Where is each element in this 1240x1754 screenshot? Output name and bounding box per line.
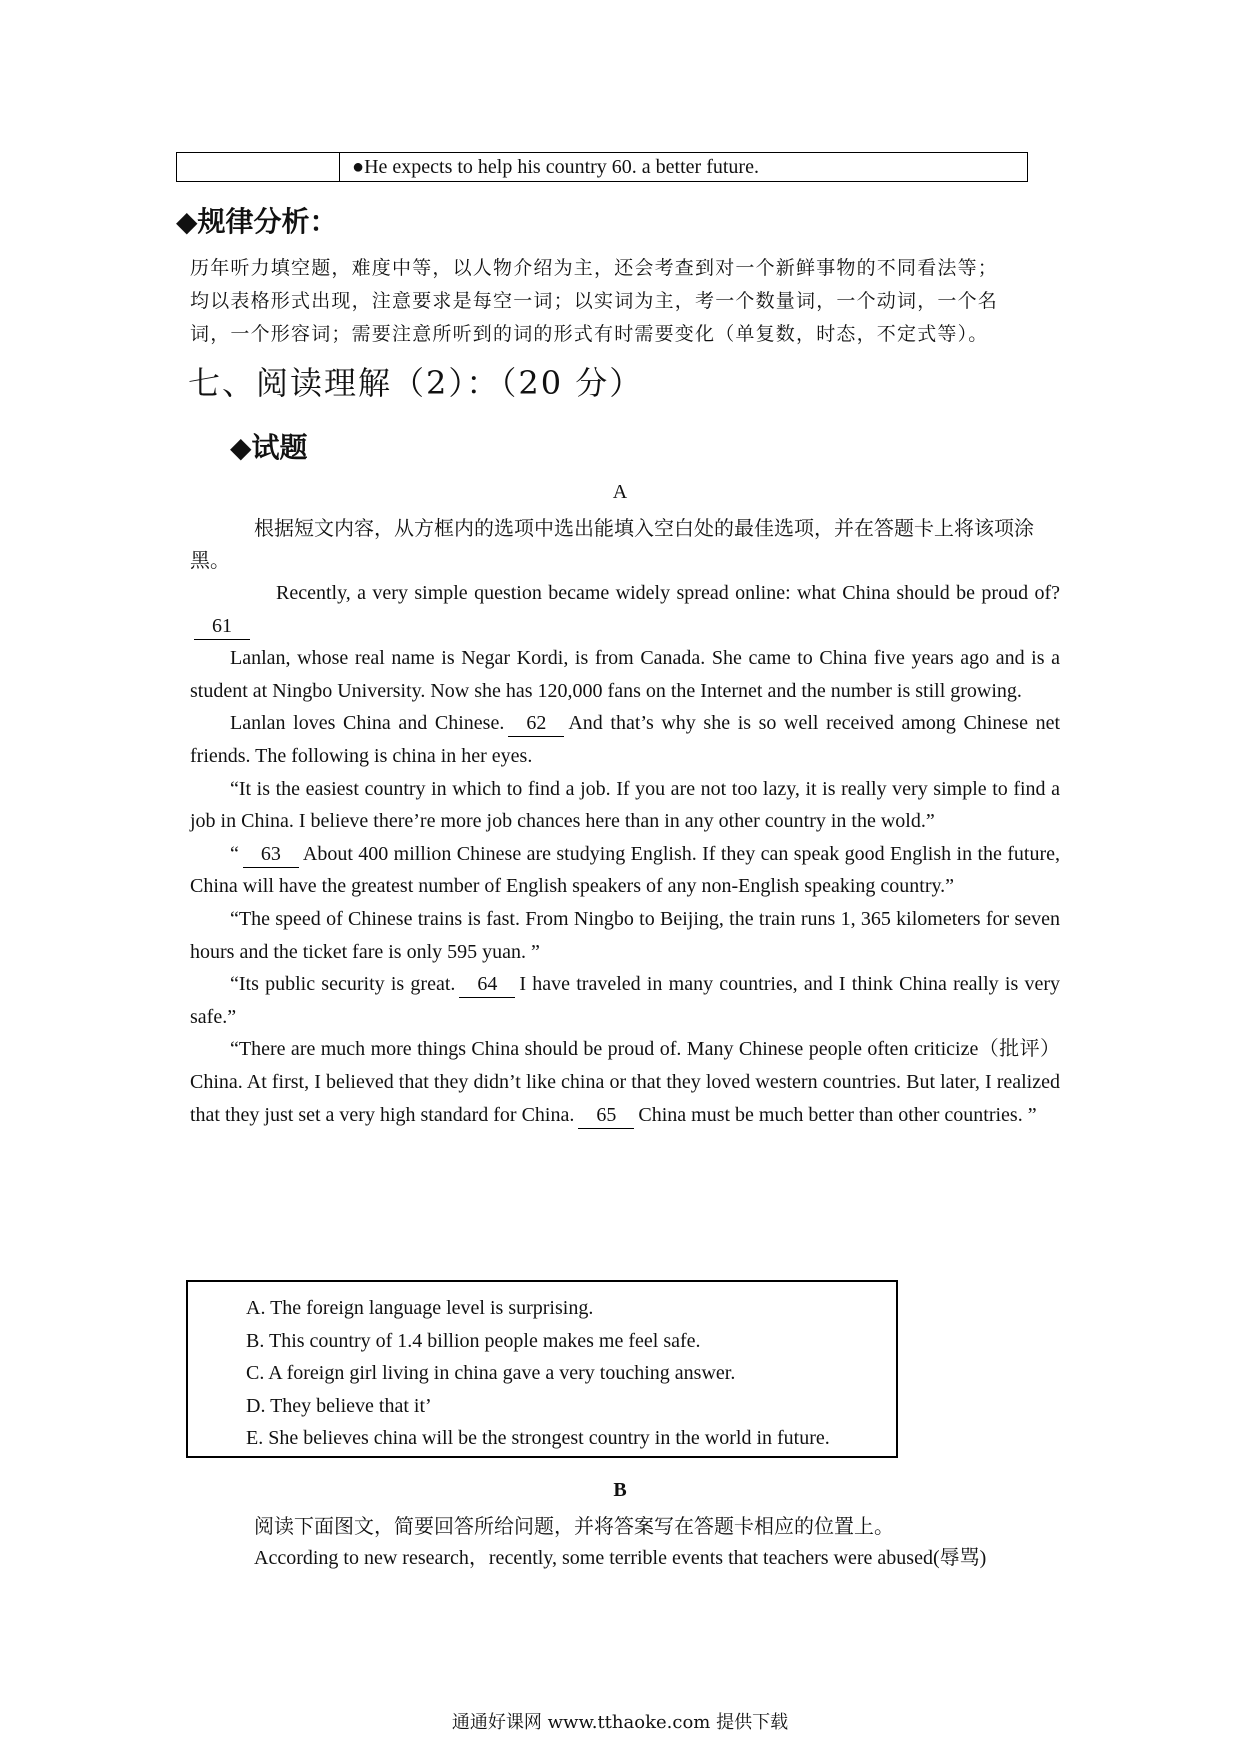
paragraph-text: About 400 million Chinese are studying English. If they can speak good English in the future, China will have the greatest number of English speakers of any non-English speaking country.”	[190, 842, 1060, 898]
paragraph	[190, 968, 1060, 1033]
paragraph-text: I have traveled in many countries, and I think China really is very safe.”	[190, 973, 1060, 1028]
listening-table-row	[176, 152, 1028, 182]
reading-passage-a	[190, 577, 1060, 1131]
part-b-instruction: 阅读下面图文，简要回答所给问题，并将答案写在答题卡相应的位置上。	[254, 1514, 894, 1538]
paragraph: “It is the easiest country in which to find a job. If you are not too lazy, it is really very simple to find a job in China. I believe there’re more job chances here than in any other country in the wold.”	[190, 777, 1060, 833]
blank-64: 64	[459, 971, 515, 998]
paragraph	[190, 838, 1060, 903]
paragraph: “The speed of Chinese trains is fast. From Ningbo to Beijing, the train runs 1, 365 kilometers for seven hours and the ticket fare is only 595 yuan. ”	[190, 907, 1060, 963]
part-a-label: A	[612, 481, 628, 503]
option-a: A. The foreign language level is surprising.	[246, 1297, 594, 1319]
instruction-text: 根据短文内容，从方框内的选项中选出能填入空白处的最佳选项，并在答题卡上将该项涂黑。	[190, 516, 1034, 572]
blank-62: 62	[508, 710, 564, 737]
blank-61: 61	[194, 613, 250, 640]
pattern-analysis-title: ◆规律分析：	[176, 205, 338, 238]
option-e: E. She believes china will be the strongest country in the world in future.	[246, 1427, 830, 1449]
reading-passage-b: According to new research，recently, some terrible events that teachers were abused(辱骂)	[254, 1547, 987, 1569]
table-right-cell: ●He expects to help his country 60. a better future.	[352, 156, 759, 178]
paragraph-text: Recently, a very simple question became widely spread online: what China should be proud of?	[276, 582, 1060, 604]
paragraph	[190, 707, 1060, 772]
option-d: D. They believe that it’	[246, 1394, 432, 1417]
test-title: ◆试题	[230, 431, 308, 464]
paragraph-text: “	[230, 842, 239, 865]
pattern-analysis-body	[190, 252, 1060, 351]
part-b-label: B	[613, 1479, 627, 1501]
option-c: C. A foreign girl living in china gave a very touching answer.	[246, 1362, 736, 1384]
options-box	[186, 1280, 898, 1458]
blank-65: 65	[578, 1102, 634, 1129]
pattern-line: 历年听力填空题，难度中等，以人物介绍为主，还会考查到对一个新鲜事物的不同看法等；	[190, 257, 999, 279]
option-b: B. This country of 1.4 billion people makes me feel safe.	[246, 1329, 701, 1352]
paragraph	[190, 577, 1060, 642]
paragraph-text: And that’s why she is so well received among Chinese net friends. The following is china in her eyes.	[190, 712, 1061, 767]
page-footer: 通通好课网 www.tthaoke.com 提供下载	[451, 1712, 789, 1733]
section-title: 七、阅读理解（2）：（20 分）	[188, 364, 644, 402]
paragraph	[190, 1033, 1060, 1131]
paragraph-text: Lanlan loves China and Chinese.	[230, 712, 505, 735]
paragraph-text: China must be much better than other countries. ”	[638, 1103, 1037, 1126]
pattern-line: 词，一个形容词；需要注意所听到的词的形式有时需要变化（单复数，时态，不定式等）。	[190, 323, 989, 345]
paragraph-text: “There are much more things China should be proud of. Many Chinese people often criticize（批评）China. At first, I believed that they didn’t like china or that they loved western countries. But later, I realized that they just set a very high standard for China.	[190, 1038, 1060, 1126]
paragraph-text: “Its public security is great.	[230, 973, 456, 996]
paragraph: Lanlan, whose real name is Negar Kordi, is from Canada. She came to China five years ago and is a student at Ningbo University. Now she has 120,000 fans on the Internet and the number is still growing.	[190, 647, 1060, 702]
blank-63: 63	[243, 841, 299, 868]
part-a-instruction	[190, 512, 1060, 576]
table-left-cell	[177, 153, 340, 181]
pattern-line: 均以表格形式出现，注意要求是每空一词；以实词为主，考一个数量词，一个动词，一个名	[190, 290, 999, 312]
